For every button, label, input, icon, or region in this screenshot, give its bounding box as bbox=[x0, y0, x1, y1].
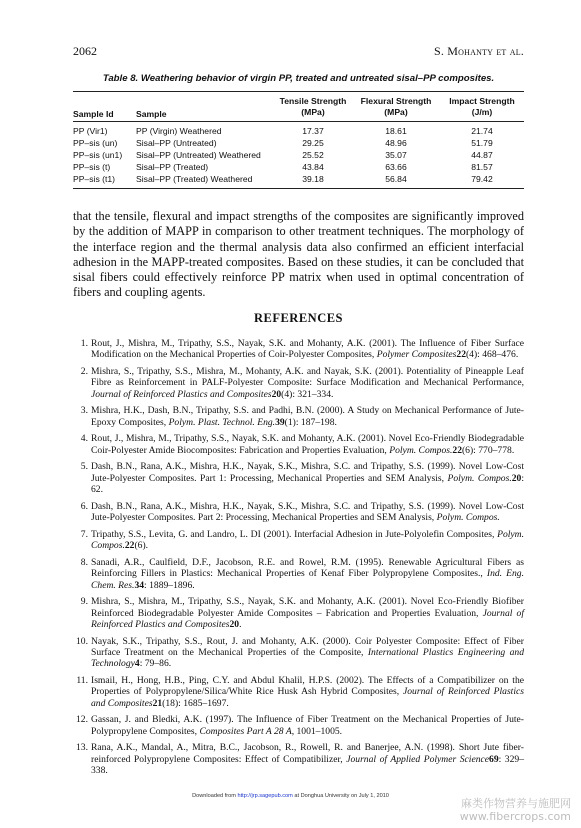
col-header-flexural bbox=[355, 96, 437, 118]
cell-flexural: 63.66 bbox=[385, 162, 407, 172]
reference-number: 12. bbox=[76, 714, 88, 726]
cell-sample-id: PP (Vir1) bbox=[73, 126, 108, 136]
table-row bbox=[73, 150, 524, 162]
cell-sample: Sisal–PP (Treated) Weathered bbox=[136, 174, 253, 184]
reference-item bbox=[73, 596, 524, 630]
reference-number: 7. bbox=[80, 528, 88, 540]
cell-sample-id: PP–sis (un) bbox=[73, 138, 118, 148]
page-number: 2062 bbox=[73, 44, 97, 58]
table-header-row bbox=[73, 96, 524, 120]
reference-volume: 20 bbox=[271, 388, 282, 400]
cell-flexural: 48.96 bbox=[385, 138, 407, 148]
body-paragraph: that the tensile, flexural and impact strengths of the composites are significantly improved by the addition of MAPP in comparison to other treatment techniques. The morphology of the interface region and the thermal analysis data also confirmed an efficient interfacial adhesion in the MAPP-treated composites. Based on these studies, it can be concluded that sisal fibers could effectively reinforce PP matrix when used in optimal concentration of fibers and coupling agents. bbox=[73, 209, 524, 300]
reference-journal: Journal of Applied Polymer Science bbox=[346, 753, 490, 765]
reference-volume: 22 bbox=[456, 349, 466, 361]
reference-text: Gassan, J. and Bledki, A.K. (1997). The Influence of Fiber Treatment on the Mechanical Properties of Jute-Polypropylene Composites, bbox=[91, 714, 524, 737]
cell-impact: 51.79 bbox=[471, 138, 493, 148]
reference-text: Rout, J., Mishra, M., Tripathy, S.S., Nayak, S.K. and Mohanty, A.K. (2001). Novel Eco-Friendly Biodegradable Coir-Polyester Amide Biocomposites: Fabrication and Properties Evaluation, bbox=[91, 433, 524, 456]
reference-item bbox=[73, 461, 524, 495]
reference-volume: 20 bbox=[229, 619, 240, 631]
reference-number: 10. bbox=[76, 635, 88, 647]
cell-impact: 81.57 bbox=[471, 162, 493, 172]
reference-journal: Polym. Compos. bbox=[389, 444, 453, 456]
reference-pages: : 62. bbox=[91, 472, 524, 496]
reference-item bbox=[73, 675, 524, 709]
reference-number: 13. bbox=[76, 742, 88, 754]
reference-pages: (6). bbox=[134, 540, 149, 552]
reference-text: Tripathy, S.S., Levita, G. and Landro, L. DI (2001). Interfacial Adhesion in Jute-Polyolefin Composites, bbox=[91, 528, 498, 540]
watermark-line-1: 麻类作物营养与施肥网 bbox=[461, 797, 571, 810]
cell-tensile: 39.18 bbox=[302, 174, 324, 184]
reference-item bbox=[73, 433, 524, 456]
running-head-authors: S. Mohanty et al. bbox=[434, 44, 524, 58]
reference-volume: 69 bbox=[489, 753, 499, 765]
reference-pages: , 1001–1005. bbox=[291, 725, 343, 737]
reference-text: Dash, B.N., Rana, A.K., Mishra, H.K., Nayak, S.K., Mishra, S.C. and Tripathy, S.S. (1999). Novel Low-Cost Jute-Polyester Composites. Part 2: Processing, Mechanical Properties and SEM Analysis, bbox=[91, 500, 524, 524]
table-row bbox=[73, 126, 524, 138]
cell-flexural: 35.07 bbox=[385, 150, 407, 160]
table-top-rule bbox=[73, 91, 524, 92]
reference-number: 9. bbox=[80, 596, 88, 608]
reference-text: Rout, J., Mishra, M., Tripathy, S.S., Nayak, S.K. and Mohanty, A.K. (2001). The Influence of Fiber Surface Modification on the Mechanical Properties of Coir-Polyester Composites, bbox=[91, 338, 524, 361]
site-watermark bbox=[460, 797, 571, 823]
references-list bbox=[73, 338, 524, 782]
col-header-tensile-line2: (MPa) bbox=[301, 107, 325, 117]
table-row bbox=[73, 138, 524, 150]
col-header-flexural-line2: (MPa) bbox=[384, 107, 408, 117]
reference-item bbox=[73, 529, 524, 552]
reference-journal: International Plastics Engineering and Technology bbox=[91, 647, 524, 670]
col-header-sample-id: Sample Id bbox=[73, 109, 114, 119]
reference-number: 8. bbox=[80, 556, 88, 568]
reference-text: Mishra, S., Mishra, M., Tripathy, S.S., Nayak, S.K. and Mohanty, A.K. (2001). Novel Eco-Friendly Biofiber Reinforced Biodegradable Polyester Amide Composites – Fabrication and Properties Evaluation, bbox=[91, 596, 524, 619]
cell-sample: PP (Virgin) Weathered bbox=[136, 126, 222, 136]
reference-volume: 22 bbox=[124, 540, 135, 552]
watermark-line-2: www.fibercrops.com bbox=[459, 810, 571, 823]
cell-sample: Sisal–PP (Untreated) Weathered bbox=[136, 150, 261, 160]
reference-text: Nayak, S.K., Tripathy, S.S., Rout, J. and Mohanty, A.K. (2000). Coir Polyester Composite: Effect of Fiber Surface Treatment on the Mechanical Properties of the Composite, bbox=[91, 635, 524, 659]
reference-volume: 22 bbox=[452, 444, 462, 456]
table-row bbox=[73, 162, 524, 174]
reference-volume: 39 bbox=[275, 416, 285, 428]
cell-sample: Sisal–PP (Untreated) bbox=[136, 138, 217, 148]
reference-text: Ismail, H., Hong, H.B., Ping, C.Y. and Abdul Khalil, H.P.S. (2002). The Effects of a Compatibilizer on the Properties of Polypropylene/Silica/White Rice Husk Ash Hybrid Composites, bbox=[91, 675, 524, 698]
reference-pages: : 329–338. bbox=[91, 753, 524, 777]
reference-text: Sanadi, A.R., Caulfield, D.F., Jacobson, R.E. and Rowel, R.M. (1995). Renewable Agricultural Fibers as Reinforcing Fillers in Plastics: Mechanical Properties of Kenaf Fiber Polypropylene Composites., bbox=[91, 556, 524, 580]
cell-tensile: 25.52 bbox=[302, 150, 324, 160]
reference-number: 4. bbox=[80, 433, 88, 445]
reference-journal: Polymer Composites bbox=[376, 349, 457, 361]
reference-pages: : 1889–1896. bbox=[144, 579, 195, 591]
reference-journal: Ind. Eng. Chem. Res. bbox=[91, 568, 524, 591]
reference-pages: . bbox=[239, 619, 242, 631]
table-header-rule bbox=[73, 121, 524, 122]
cell-impact: 44.87 bbox=[471, 150, 493, 160]
reference-item bbox=[73, 742, 524, 776]
reference-volume: 4 bbox=[134, 658, 140, 670]
reference-item bbox=[73, 405, 524, 428]
references-heading: REFERENCES bbox=[253, 311, 344, 325]
cell-sample-id: PP–sis (t) bbox=[73, 162, 111, 172]
reference-volume: 20 bbox=[511, 472, 522, 484]
reference-item bbox=[73, 501, 524, 524]
reference-pages: (6): 770–778. bbox=[461, 444, 515, 456]
reference-number: 1. bbox=[80, 338, 88, 349]
table-bottom-rule bbox=[73, 188, 524, 189]
reference-pages: (18): 1685–1697. bbox=[162, 697, 229, 709]
reference-item bbox=[73, 366, 524, 400]
reference-item bbox=[73, 714, 524, 737]
reference-item bbox=[73, 636, 524, 670]
reference-number: 5. bbox=[80, 461, 88, 473]
footer-suffix: at Donghua University on July 1, 2010 bbox=[292, 793, 389, 799]
reference-number: 6. bbox=[80, 500, 88, 512]
cell-sample: Sisal–PP (Treated) bbox=[136, 162, 209, 172]
reference-journal: Composites Part A 28 A bbox=[199, 725, 292, 737]
reference-volume: 21 bbox=[152, 697, 163, 709]
reference-journal: Journal of Reinforced Plastics and Composites bbox=[91, 686, 524, 709]
reference-number: 3. bbox=[80, 405, 88, 417]
cell-flexural: 18.61 bbox=[385, 126, 407, 136]
reference-pages: (4): 468–476. bbox=[465, 349, 519, 361]
reference-journal: Polym. Compos. bbox=[91, 528, 524, 552]
cell-tensile: 43.84 bbox=[302, 162, 324, 172]
cell-flexural: 56.84 bbox=[385, 174, 407, 184]
reference-pages: : 79–86. bbox=[139, 658, 172, 670]
reference-journal: Polym. Compos. bbox=[447, 472, 512, 484]
reference-volume: 34 bbox=[134, 579, 145, 591]
reference-pages: (1): 187–198. bbox=[284, 416, 337, 428]
col-header-tensile-line1: Tensile Strength bbox=[279, 96, 347, 106]
reference-journal: Journal of Reinforced Plastics and Composites bbox=[91, 388, 272, 400]
cell-impact: 21.74 bbox=[471, 126, 493, 136]
reference-item bbox=[73, 338, 524, 361]
reference-journal: Polym. Compos. bbox=[436, 512, 500, 524]
footer-prefix: Downloaded from bbox=[192, 793, 238, 799]
running-head bbox=[73, 44, 524, 60]
col-header-impact-line2: (J/m) bbox=[471, 107, 493, 117]
reference-pages: (4): 321–334. bbox=[281, 388, 334, 400]
reference-text: Rana, A.K., Mandal, A., Mitra, B.C., Jacobson, R., Rowell, R. and Banerjee, A.N. (1998). Short Jute fiber-reinforced Polypropylene Composites: Effect of Compatibilizer, bbox=[91, 742, 524, 765]
reference-text: Mishra, H.K., Dash, B.N., Tripathy, S.S. and Padhi, B.N. (2000). A Study on Mechanical Performance of Jute-Epoxy Composites, bbox=[91, 405, 524, 428]
col-header-impact-line1: Impact Strength bbox=[449, 96, 515, 106]
cell-impact: 79.42 bbox=[471, 174, 493, 184]
table-caption: Table 8. Weathering behavior of virgin PP, treated and untreated sisal–PP composites. bbox=[102, 73, 495, 84]
reference-journal: Journal of Reinforced Plastics and Composites bbox=[91, 607, 524, 631]
table-row bbox=[73, 174, 524, 186]
col-header-flexural-line1: Flexural Strength bbox=[360, 96, 432, 106]
reference-number: 2. bbox=[80, 366, 88, 377]
cell-sample-id: PP–sis (un1) bbox=[73, 150, 123, 160]
col-header-sample: Sample bbox=[136, 109, 167, 119]
reference-item bbox=[73, 557, 524, 591]
col-header-impact bbox=[441, 96, 523, 118]
reference-journal: Polym. Plast. Technol. Eng. bbox=[168, 416, 276, 428]
reference-number: 11. bbox=[76, 675, 88, 687]
col-header-tensile bbox=[272, 96, 354, 118]
cell-tensile: 17.37 bbox=[302, 126, 324, 136]
footer-link[interactable]: http://jrp.sagepub.com bbox=[237, 793, 293, 799]
cell-sample-id: PP–sis (t1) bbox=[73, 174, 116, 184]
cell-tensile: 29.25 bbox=[302, 138, 324, 148]
reference-text: Dash, B.N., Rana, A.K., Mishra, H.K., Nayak, S.K., Mishra, S.C. and Tripathy, S.S. (1999). Novel Low-Cost Jute-Polyester Composites. Part 1: Processing, Mechanical Properties and SEM Analysis, bbox=[91, 461, 524, 484]
reference-text: Mishra, S., Tripathy, S.S., Mishra, M., Mohanty, A.K. and Nayak, S.K. (2001). Potentiality of Pineapple Leaf Fibre as Reinforcement in PALF-Polyester Composite: Surface Modification and Mechanical Performance, bbox=[91, 366, 524, 389]
